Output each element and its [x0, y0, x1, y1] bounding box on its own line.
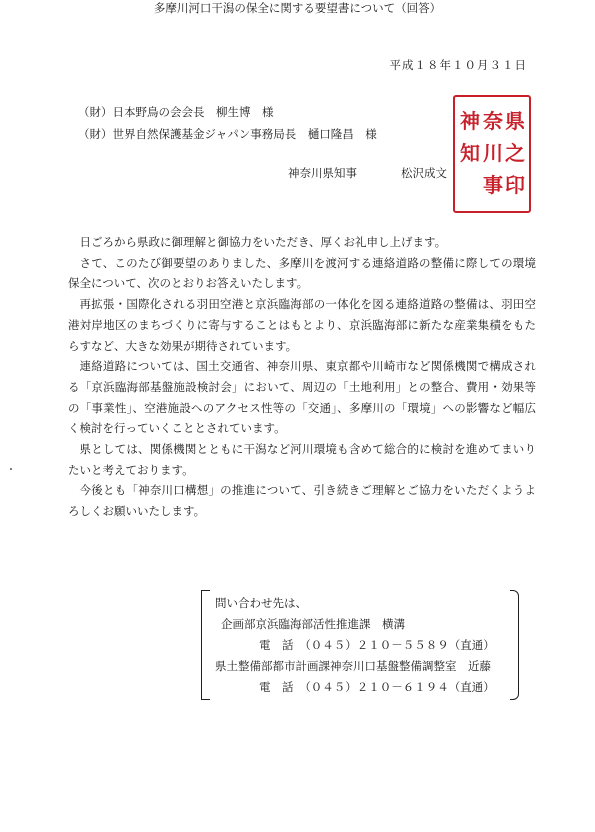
sender-title: 神奈川県知事	[288, 166, 357, 180]
body-paragraph-prefecture-stance: 県としては、関係機関とともに干潟など河川環境も含めて総合的に検討を進めてまいりたいと考えております。	[68, 442, 536, 477]
body-paragraph-study-council: 連絡道路については、国土交通省、神奈川県、東京都や川崎市など関係機関で構成される「京浜臨海部基盤施設検討会」において、周辺の「土地利用」との整合、費用・効果等の「事業性」、空港施設へのアクセス性等の「交通」、多摩川の「環境」への影響など幅広く検討を行っていくこととされています。	[68, 359, 536, 436]
contact-info-box	[201, 590, 519, 700]
seal-column-3: 神 知	[460, 109, 480, 165]
contact-phone-2: 電 話 （０４５）２１０－６１９４（直通）	[259, 680, 495, 694]
body-paragraph-intro: さて、このたび御要望のありました、多摩川を渡河する連絡道路の整備に際しての環境保全について、次のとおりお答えいたします。	[68, 255, 536, 291]
scan-speck	[10, 468, 12, 470]
body-paragraph-road-benefits: 再拡張・国際化される羽田空港と京浜臨海部の一体化を図る連絡道路の整備は、羽田空港対岸地区のまちづくりに寄与することはもとより、京浜臨海部に新たな産業集積をもたらすなど、大きな効果が期待されています。	[68, 297, 536, 353]
contact-bracket-left	[201, 590, 210, 700]
seal-column-2: 奈 川 事	[483, 109, 503, 197]
body-paragraph-closing: 今後とも「神奈川口構想」の推進について、引き続きご理解とご協力をいただくようよろしくお願いいたします。	[68, 483, 536, 519]
addressee-wild-bird-society: （財）日本野鳥の会会長 柳生博 様	[78, 105, 274, 119]
contact-dept-2: 県土整備部都市計画課神奈川口基盤整備調整室 近藤	[215, 659, 491, 673]
sender-name: 松沢成文	[401, 166, 447, 180]
body-paragraph-greeting: 日ごろから県政に御理解と御協力をいただき、厚くお礼申し上げます。	[79, 235, 447, 249]
seal-column-1: 県 之 印	[505, 109, 525, 197]
contact-bracket-right	[510, 590, 519, 700]
contact-heading: 問い合わせ先は、	[215, 596, 307, 610]
letter-body	[68, 232, 536, 522]
contact-dept-1: 企画部京浜臨海部活性推進課 横溝	[221, 617, 405, 631]
document-subject: 多摩川河口干潟の保全に関する要望書について（回答）	[153, 1, 442, 15]
document-date: 平成１８年１０月３１日	[389, 58, 527, 72]
contact-phone-1: 電 話 （０４５）２１０－５５８９（直通）	[259, 638, 495, 652]
sender-line	[288, 165, 447, 181]
governor-seal-stamp	[453, 95, 531, 213]
addressee-wwf-japan: （財）世界自然保護基金ジャパン事務局長 樋口隆昌 様	[78, 127, 377, 141]
